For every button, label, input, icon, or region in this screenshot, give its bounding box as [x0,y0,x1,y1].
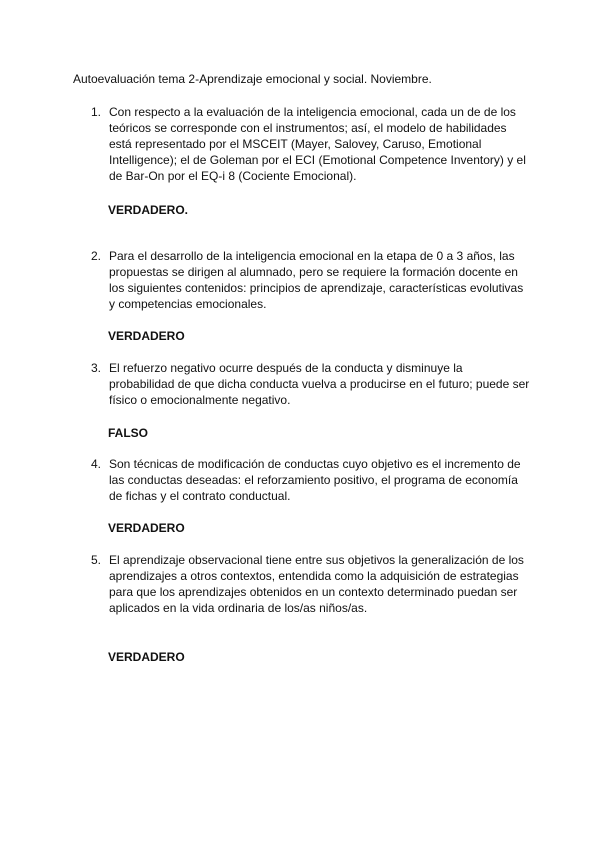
question-number: 4. [91,457,102,471]
answer-3: FALSO [108,426,149,440]
question-number: 1. [91,105,102,119]
question-text: Con respecto a la evaluación de la inteligencia emocional, cada un de de los teóricos se corresponde con el instrumentos; así, el modelo de habilidades está representado por el MSCEIT (Mayer, Salovey, Caruso, Emotional Intelligence); el de Goleman por el ECI (Emotional Competence Inventory) y el de Bar-On por el EQ-i 8 (Cociente Emocional). [109,105,526,183]
question-number: 5. [91,553,102,567]
question-text: Para el desarrollo de la inteligencia emocional en la etapa de 0 a 3 años, las propuestas se dirigen al alumnado, pero se requiere la formación docente en los siguientes contenidos: principios de aprendizaje, características evolutivas y competencias emocionales. [109,249,524,311]
answer-1: VERDADERO. [108,203,189,217]
question-number: 2. [91,249,102,263]
question-text: El refuerzo negativo ocurre después de la conducta y disminuye la probabilidad de que dicha conducta vuelva a producirse en el futuro; puede ser físico o emocionalmente negativo. [109,361,530,407]
question-number: 3. [91,361,102,375]
document-title: Autoevaluación tema 2-Aprendizaje emocional y social. Noviembre. [73,72,432,86]
question-text: Son técnicas de modificación de conductas cuyo objetivo es el incremento de las conductas deseadas: el reforzamiento positivo, el programa de economía de fichas y el contrato conductual. [109,457,521,503]
question-text: El aprendizaje observacional tiene entre sus objetivos la generalización de los aprendizajes a otros contextos, entendida como la adquisición de estrategias para que los aprendizajes obtenidos en un contexto determinado puedan ser aplicados en la vida ordinaria de los/as niños/as. [109,553,524,615]
answer-2: VERDADERO [108,329,185,343]
answer-4: VERDADERO [108,521,185,535]
answer-5: VERDADERO [108,650,185,664]
